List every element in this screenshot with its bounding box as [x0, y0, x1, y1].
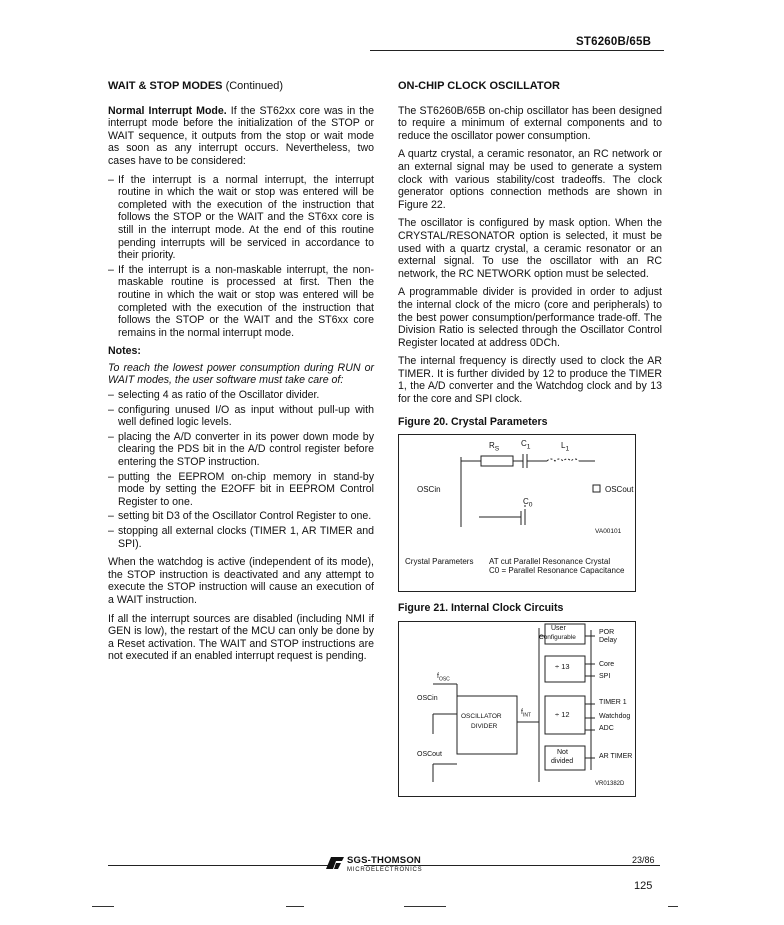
- brand-name: SGS-THOMSON: [347, 855, 421, 866]
- paragraph: The internal frequency is directly used to clock the AR TIMER. It is further divided by 12 to produce the TIMER 1, the A/D converter and the Watchdog clock and by 13 for the core and SPI clock.: [398, 355, 662, 406]
- list-item: – If the interrupt is a normal interrupt, the interrupt routine in which the wait or stop was entered will be completed with the execution of the instruction that follows the STOP or the WAIT and the ST6xx core is still in the interrupt mode. At the end of this routine pending interrupts will be serviced in accordance to their priority.: [108, 174, 374, 262]
- user-label: User: [551, 624, 566, 632]
- list-item: – placing the A/D converter in its power down mode by clearing the PDS bit in the A/D control register before entering the STOP instruction.: [108, 431, 374, 469]
- oscout-label: OSCout: [417, 750, 442, 758]
- section-heading: WAIT & STOP MODES (Continued): [108, 80, 284, 92]
- list-item: – putting the EEPROM on-chip memory in stand-by mode by setting the E2OFF bit in EEPROM Control Register to one.: [108, 471, 374, 509]
- legend-label: Crystal Parameters: [405, 557, 474, 567]
- oscin-label: OSCin: [417, 485, 441, 495]
- divide-13-label: ÷ 13: [555, 661, 570, 671]
- legend-line2: C0 = Parallel Resonance Capacitance: [489, 566, 625, 576]
- scan-mark: [668, 906, 678, 907]
- oscillator-divider-label-2: DIVIDER: [471, 722, 498, 730]
- clock-circuit-diagram: [399, 622, 635, 796]
- watchdog-label: Watchdog: [599, 712, 631, 720]
- scan-mark: [92, 906, 114, 907]
- watchdog-paragraph: When the watchdog is active (independent of its mode), the STOP instruction is deactivated and any attempt to execute the STOP instruction will cause an execution of a WAIT instruction.: [108, 556, 374, 606]
- header-rule: [370, 50, 664, 51]
- notes-heading: Notes:: [108, 345, 141, 358]
- scan-mark: [286, 906, 304, 907]
- right-column: [398, 80, 662, 797]
- page-number: 125: [634, 880, 653, 892]
- list-item: – configuring unused I/O as input without pull-up with well defined logic levels.: [108, 404, 374, 429]
- figure-20-caption: Figure 20. Crystal Parameters: [398, 415, 548, 428]
- figure-20-ref: VA00101: [595, 528, 622, 536]
- spi-label: SPI: [599, 672, 611, 680]
- footer-rule-left: [108, 865, 330, 866]
- divided-label: divided: [551, 757, 574, 765]
- adc-label: ADC: [599, 724, 614, 732]
- figure-21-internal-clock: [398, 621, 636, 797]
- list-item: – selecting 4 as ratio of the Oscillator divider.: [108, 389, 374, 402]
- page-header-title: ST6260B/65B: [576, 36, 652, 48]
- l1-label: $L_1$: [561, 441, 570, 453]
- scan-mark: [404, 906, 446, 907]
- left-column: [108, 80, 374, 669]
- fosc-label: $f_{OSC}$: [437, 672, 450, 683]
- not-label: Not: [557, 748, 568, 756]
- ar-timer-label: AR TIMER: [599, 752, 633, 760]
- c1-label: $C_1$: [521, 439, 531, 451]
- page-of-count: 23/86: [632, 855, 655, 865]
- rs-label: $R_S$: [489, 441, 500, 453]
- paragraph: A quartz crystal, a ceramic resonator, an RC network or an external signal may be used to generate a system clock with various stability/cost tradeoffs. The clock generator options connection methods are shown in Figure 22.: [398, 148, 662, 211]
- figure-20-crystal-parameters: [398, 434, 636, 592]
- figure-21-caption: Figure 21. Internal Clock Circuits: [398, 602, 564, 615]
- por-label: POR: [599, 628, 615, 636]
- legend-line1: AT cut Parallel Resonance Crystal: [489, 557, 611, 567]
- section-heading: ON-CHIP CLOCK OSCILLATOR: [398, 80, 560, 92]
- delay-label: Delay: [599, 636, 617, 644]
- figure-21-ref: VR01382D: [595, 780, 625, 787]
- configurable-label: Configurable: [539, 633, 576, 641]
- list-item: – setting bit D3 of the Oscillator Control Register to one.: [108, 510, 374, 523]
- brand-subtitle: MICROELECTRONICS: [347, 867, 423, 873]
- power-notes-list: [108, 389, 374, 550]
- interrupt-cases-list: [108, 174, 374, 340]
- oscin-label: OSCin: [417, 694, 438, 702]
- c0-label: $C_0$: [523, 497, 533, 509]
- fint-label: $f_{INT}$: [521, 708, 532, 719]
- paragraph: The ST6260B/65B on-chip oscillator has been designed to require a minimum of external components and to reduce the oscillator power consumption.: [398, 104, 662, 142]
- timer1-label: TIMER 1: [599, 698, 627, 706]
- paragraph: The oscillator is configured by mask option. When the CRYSTAL/RESONATOR option is selected, it must be used with a quartz crystal, a ceramic resonator or an external signal. To use the oscillator with an RC network, the RC NETWORK option must be selected.: [398, 217, 662, 280]
- core-label: Core: [599, 660, 615, 668]
- list-item: – If the interrupt is a non-maskable interrupt, the non-maskable routine is processed at first. Then the routine in which the wait or stop was entered will be completed with the execution of the instruction that follows the STOP or the WAIT and the ST6xx core remains in the normal interrupt mode.: [108, 264, 374, 340]
- paragraph: A programmable divider is provided in order to adjust the internal clock of the micro (core and peripherals) to the best power consumption/performance trade-off. The Division Ratio is selected through the Oscillator Control Register located at address 0DCh.: [398, 286, 662, 349]
- st-logo-icon: [324, 855, 346, 871]
- oscout-label: OSCout: [605, 485, 634, 495]
- list-item: – stopping all external clocks (TIMER 1, AR TIMER and SPI).: [108, 525, 374, 550]
- normal-interrupt-paragraph: Normal Interrupt Mode. If the ST62xx core was in the interrupt mode before the initialization of the STOP or WAIT sequence, it outputs from the stop or wait mode as soon as any interrupt occurs. Nevertheless, two cases have to be considered:: [108, 104, 374, 167]
- divide-12-label: ÷ 12: [555, 709, 570, 719]
- oscillator-divider-label-1: OSCILLATOR: [461, 712, 502, 720]
- notes-intro: To reach the lowest power consumption during RUN or WAIT modes, the user software must take care of:: [108, 361, 374, 387]
- interrupts-disabled-paragraph: If all the interrupt sources are disabled (including NMI if GEN is low), the restart of the MCU can only be done by a Reset activation. The WAIT and STOP instructions are not executed if an enabled interrupt request is pending.: [108, 612, 374, 663]
